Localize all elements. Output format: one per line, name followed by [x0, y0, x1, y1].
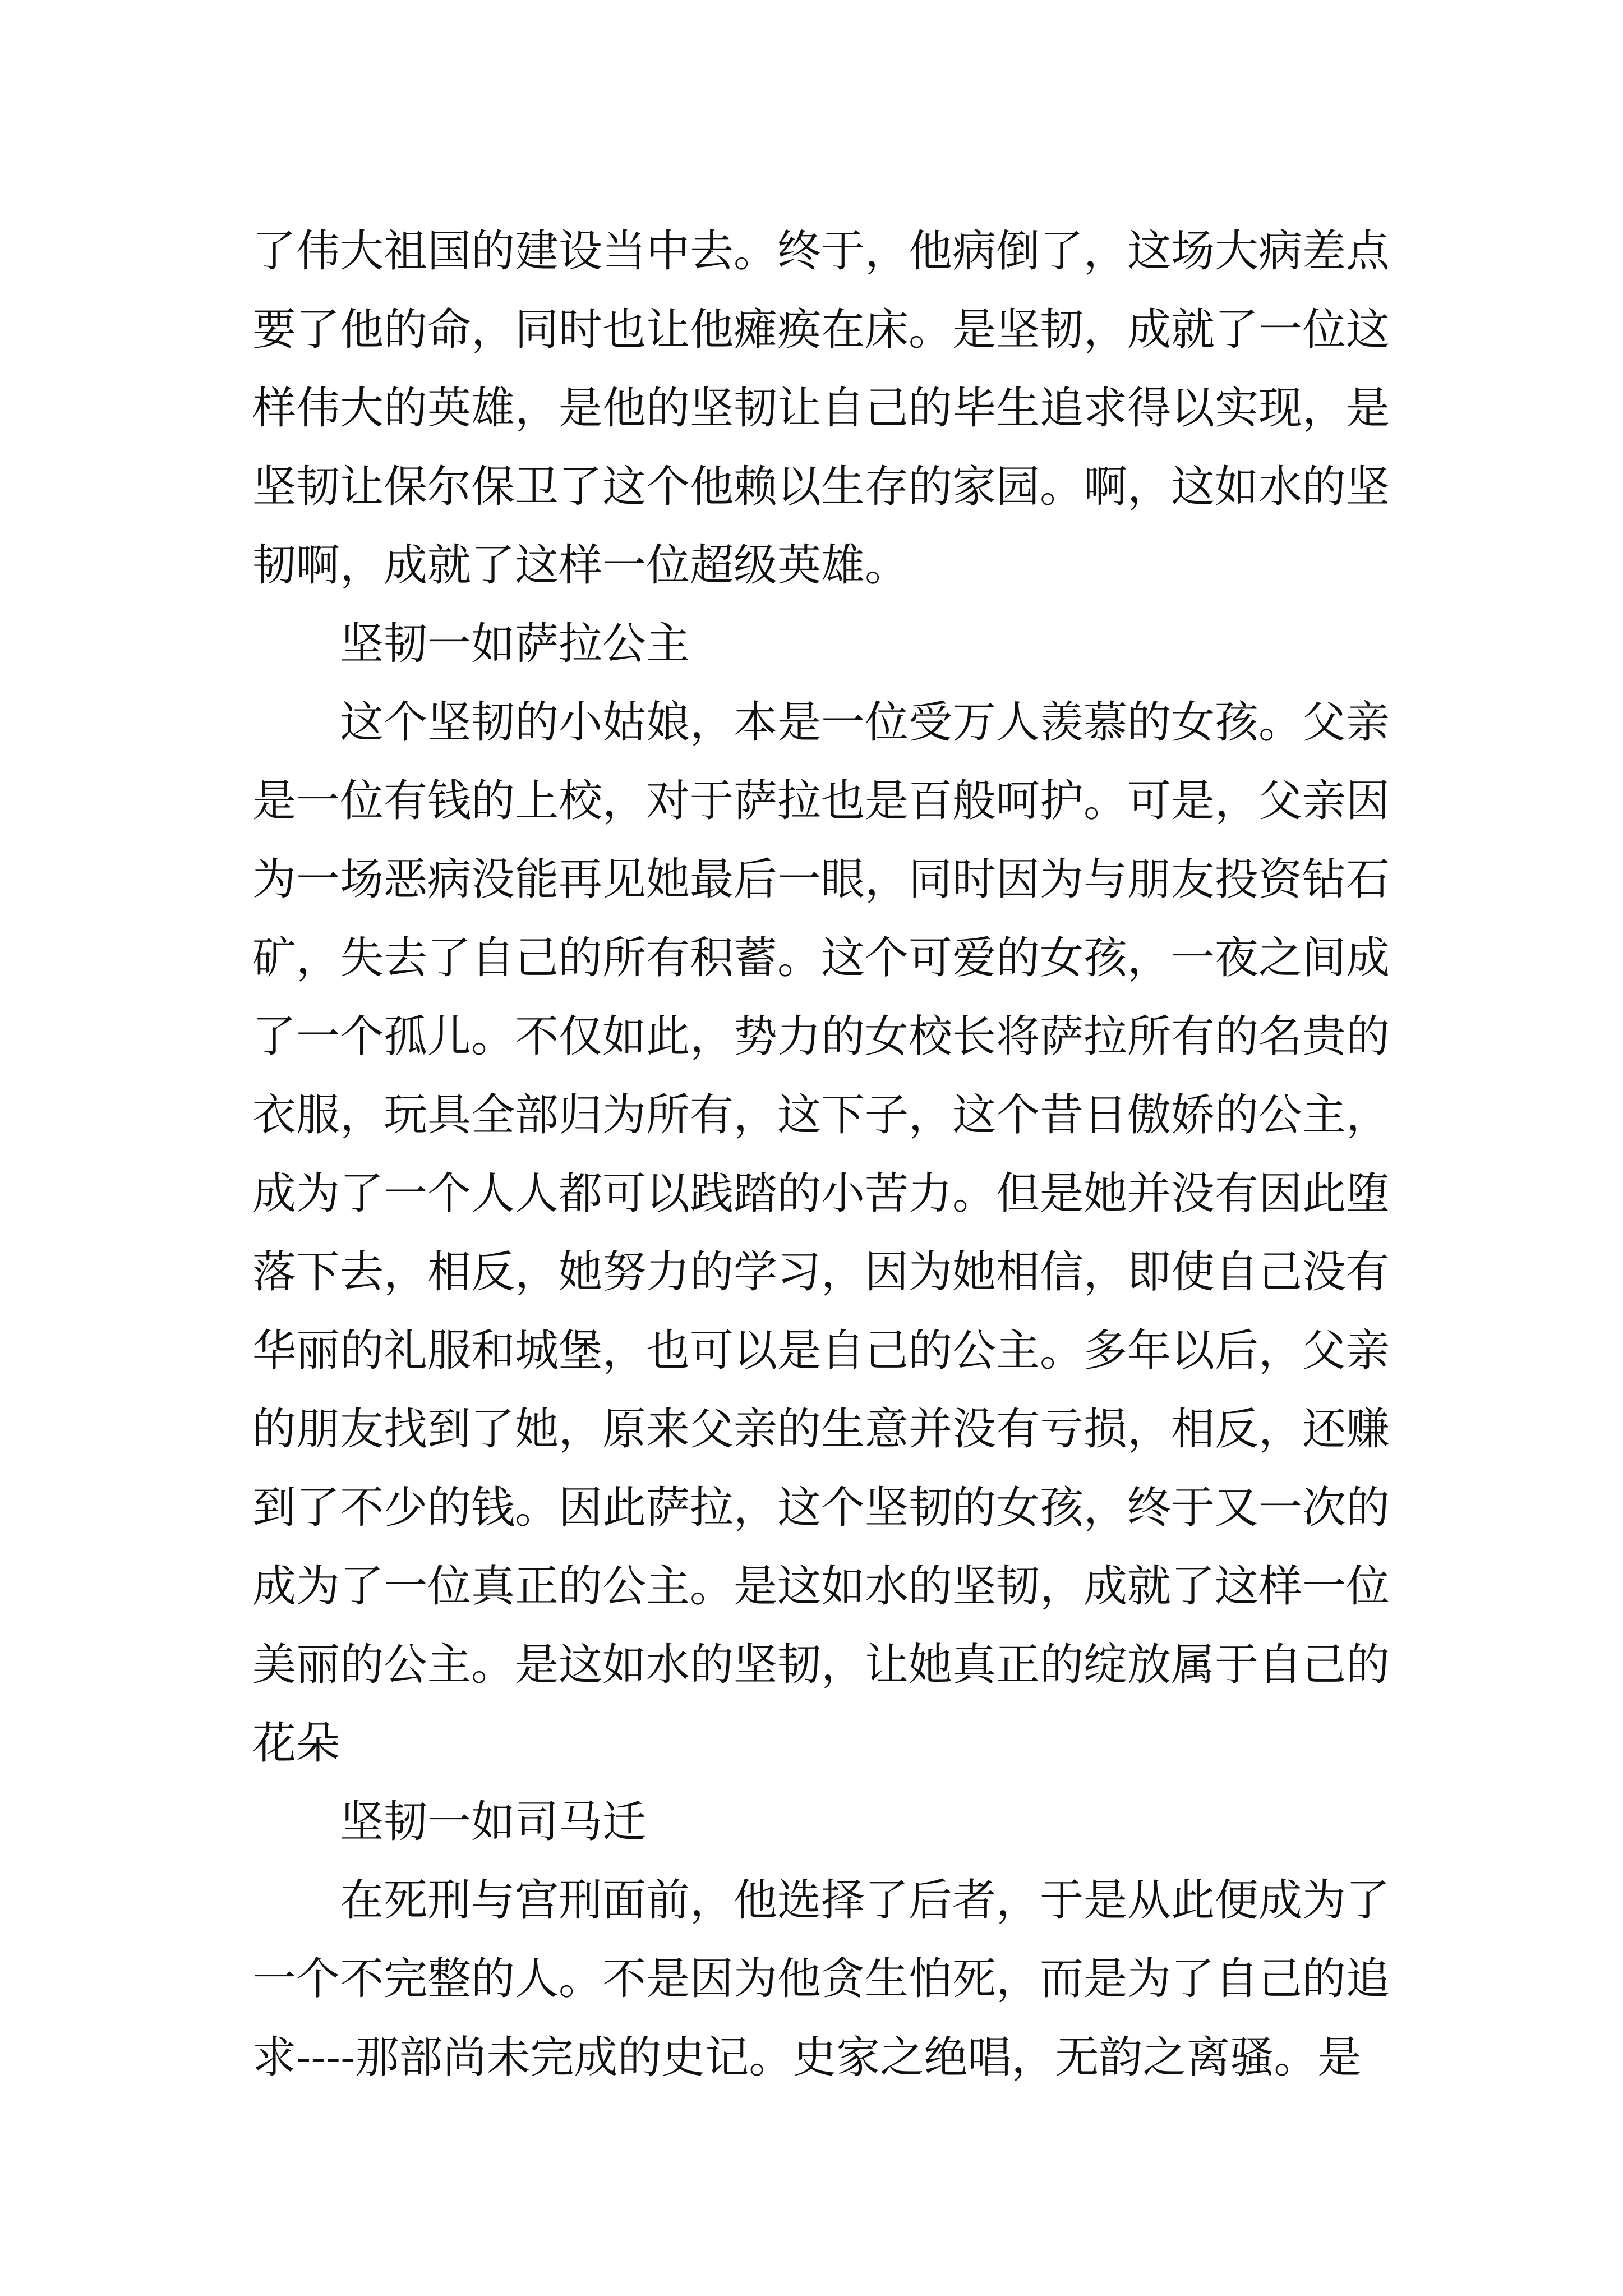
text-line: 韧啊，成就了这样一位超级英雄。 — [252, 540, 909, 591]
text-line: 花朵 — [252, 1718, 340, 1769]
body-text — [252, 212, 1396, 2097]
text-line: 了一个孤儿。不仅如此，势力的女校长将萨拉所有的名贵的 — [252, 1011, 1390, 1062]
section-heading-sima-qian: 坚韧一如司马迁 — [340, 1797, 647, 1847]
text-line: 华丽的礼服和城堡，也可以是自己的公主。多年以后，父亲 — [252, 1326, 1390, 1376]
text-line: 成为了一位真正的公主。是这如水的坚韧，成就了这样一位 — [252, 1561, 1390, 1612]
text-line: 坚韧让保尔保卫了这个他赖以生存的家园。啊，这如水的坚 — [252, 462, 1390, 512]
text-line: 落下去，相反，她努力的学习，因为她相信，即使自己没有 — [252, 1247, 1390, 1297]
section-heading-sarah: 坚韧一如萨拉公主 — [340, 619, 690, 669]
text-line: 成为了一个人人都可以践踏的小苦力。但是她并没有因此堕 — [252, 1168, 1390, 1219]
text-line: 矿，失去了自己的所有积蓄。这个可爱的女孩，一夜之间成 — [252, 933, 1390, 983]
text-line: 是一位有钱的上校，对于萨拉也是百般呵护。可是，父亲因 — [252, 776, 1390, 826]
text-line: 一个不完整的人。不是因为他贪生怕死，而是为了自己的追 — [252, 1954, 1390, 2004]
paragraph-start: 这个坚韧的小姑娘，本是一位受万人羡慕的女孩。父亲 — [340, 697, 1390, 748]
text-line: 要了他的命，同时也让他瘫痪在床。是坚韧，成就了一位这 — [252, 305, 1390, 355]
text-line: 到了不少的钱。因此萨拉，这个坚韧的女孩，终于又一次的 — [252, 1483, 1390, 1533]
text-line: 为一场恶病没能再见她最后一眼，同时因为与朋友投资钻石 — [252, 854, 1390, 905]
text-line: 求----那部尚未完成的史记。史家之绝唱，无韵之离骚。是 — [252, 2032, 1362, 2083]
text-line: 衣服，玩具全部归为所有，这下子，这个昔日傲娇的公主， — [252, 1090, 1390, 1140]
text-line: 的朋友找到了她，原来父亲的生意并没有亏损，相反，还赚 — [252, 1404, 1390, 1455]
text-line: 美丽的公主。是这如水的坚韧，让她真正的绽放属于自己的 — [252, 1640, 1390, 1690]
text-line: 了伟大祖国的建设当中去。终于，他病倒了，这场大病差点 — [252, 226, 1390, 277]
paragraph-start: 在死刑与宫刑面前，他选择了后者，于是从此便成为了 — [340, 1875, 1390, 1926]
text-line: 样伟大的英雄，是他的坚韧让自己的毕生追求得以实现，是 — [252, 383, 1390, 434]
